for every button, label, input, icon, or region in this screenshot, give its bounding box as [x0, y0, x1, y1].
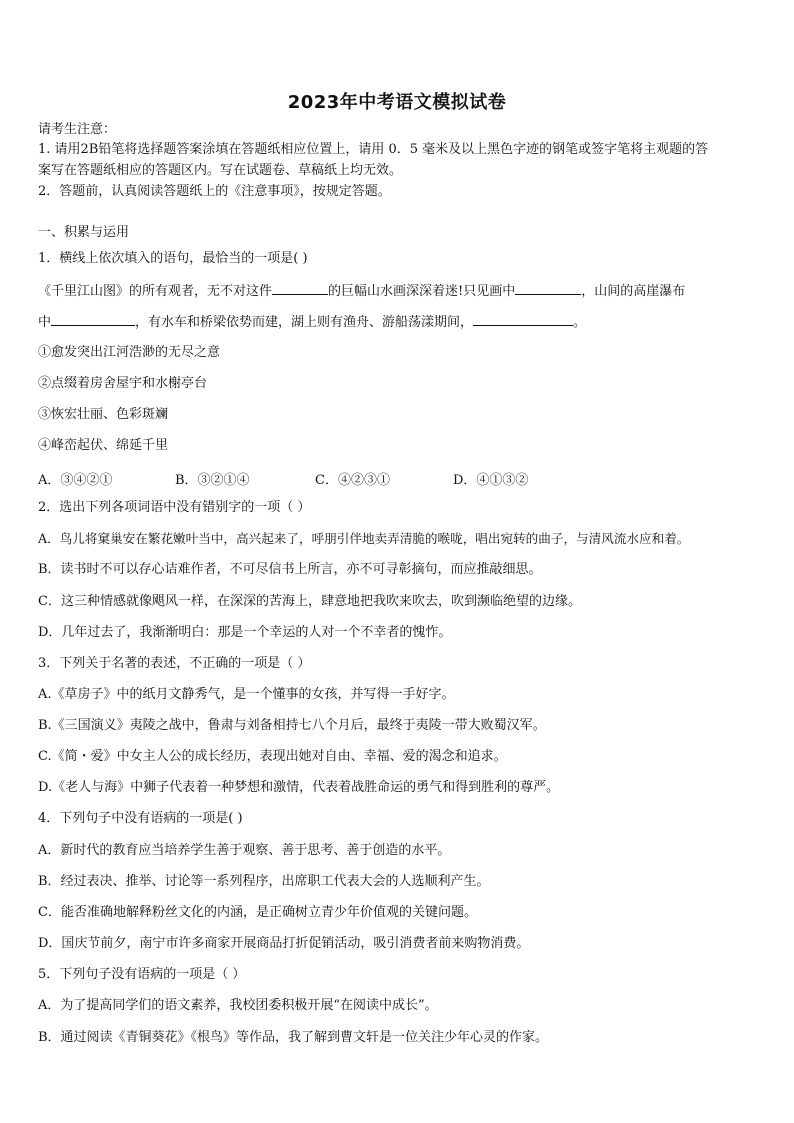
question-1-item: ①愈发突出江河浩渺的无尽之意: [38, 345, 221, 360]
question-2-option-d[interactable]: D．几年过去了，我渐渐明白：那是一个幸运的人对一个不幸者的愧怍。: [38, 625, 452, 640]
question-5-stem: 5．下列句子没有语病的一项是（ ）: [38, 967, 246, 982]
question-1-stem: 1．横线上依次填入的语句，最恰当的一项是( ): [38, 251, 308, 266]
question-2-option-c[interactable]: C．这三种情感就像飓风一样，在深深的苦海上，肆意地把我吹来吹去，吹到濒临绝望的边缘。: [38, 594, 581, 609]
passage-text: ，有水车和桥梁依势而建，湖上则有渔舟、游船荡漾期间，: [135, 315, 474, 330]
question-3-option-c[interactable]: C.《简・爱》中女主人公的成长经历，表现出她对自由、幸福、爱的渴念和追求。: [38, 749, 507, 764]
question-4-option-a[interactable]: A．新时代的教育应当培养学生善于观察、善于思考、善于创造的水平。: [38, 843, 451, 858]
fill-blank: [272, 282, 328, 295]
fill-blank: [51, 313, 135, 326]
passage-text: 中: [38, 315, 52, 330]
fill-blank: [515, 282, 581, 295]
notice-item-2: 2．答题前，认真阅读答题纸上的《注意事项》，按规定答题。: [38, 184, 391, 199]
question-3-option-b[interactable]: B.《三国演义》夷陵之战中，鲁肃与刘备相持七八个月后，最终于夷陵一带大败蜀汉军。: [38, 718, 546, 733]
question-2-option-b[interactable]: B．读书时不可以存心诘难作者，不可尽信书上所言，亦不可寻彰摘句，而应推敲细思。: [38, 562, 542, 577]
passage-text: 的巨幅山水画深深着迷!只见画中: [328, 284, 516, 299]
question-3-option-d[interactable]: D.《老人与海》中狮子代表着一种梦想和激情，代表着战胜命运的勇气和得到胜利的尊严。: [38, 780, 560, 795]
question-2-stem: 2．选出下列各项词语中没有错别字的一项（ ）: [38, 500, 311, 515]
question-2-option-a[interactable]: A．鸟儿将窠巢安在繁花嫩叶当中，高兴起来了，呼朋引伴地卖弄清脆的喉咙，唱出宛转的曲子，与清风流水应和着。: [38, 531, 690, 546]
question-4-stem: 4．下列句子中没有语病的一项是( ): [38, 811, 243, 826]
question-5-option-b[interactable]: B．通过阅读《青铜葵花》《根鸟》等作品，我了解到曹文轩是一位关注少年心灵的作家。: [38, 1030, 549, 1045]
question-4-option-c[interactable]: C．能否准确地解释粉丝文化的内涵，是正确树立青少年价值观的关键问题。: [38, 905, 477, 920]
notice-item-1-line-1: 1. 请用2B铅笔将选择题答案涂填在答题纸相应位置上，请用 0．5 毫米及以上黑色字迹的钢笔或签字笔将主观题的答: [38, 142, 709, 157]
notice-heading: 请考生注意：: [38, 122, 117, 137]
question-3-stem: 3．下列关于名著的表述，不正确的一项是（ ）: [38, 656, 311, 671]
question-4-option-b[interactable]: B．经过表决、推举、讨论等一系列程序，出席职工代表大会的人选顺利产生。: [38, 874, 490, 889]
question-5-option-a[interactable]: A．为了提高同学们的语文素养，我校团委积极开展“在阅读中成长”。: [38, 998, 438, 1013]
section-heading: 一、积累与运用: [38, 225, 130, 240]
question-3-option-a[interactable]: A.《草房子》中的纸月文静秀气，是一个懂事的女孩，并写得一手好字。: [38, 687, 455, 702]
question-4-option-d[interactable]: D．国庆节前夕，南宁市许多商家开展商品打折促销活动，吸引消费者前来购物消费。: [38, 936, 530, 951]
question-1-option-d[interactable]: D．④①③②: [453, 473, 529, 488]
question-1-option-c[interactable]: C．④②③①: [315, 473, 390, 488]
page-title: 2023年中考语文模拟试卷: [287, 92, 507, 113]
passage-text: ，山间的高崖瀑布: [581, 284, 686, 299]
question-1-passage-line-2: [38, 313, 586, 331]
question-1-option-a[interactable]: A．③④②①: [38, 473, 113, 488]
passage-text: 。: [573, 315, 587, 330]
question-1-item: ④峰峦起伏、绵延千里: [38, 438, 169, 453]
question-1-item: ②点缀着房舍屋宇和水榭亭台: [38, 376, 208, 391]
question-1-item: ③恢宏壮丽、色彩斑斓: [38, 407, 169, 422]
notice-item-1-line-2: 案写在答题纸相应的答题区内。写在试题卷、草稿纸上均无效。: [38, 163, 403, 178]
passage-text: 《千里江山图》的所有观者，无不对这件: [38, 284, 273, 299]
question-1-option-b[interactable]: B．③②①④: [175, 473, 250, 488]
question-1-passage-line-1: [38, 282, 685, 300]
fill-blank: [473, 313, 573, 326]
